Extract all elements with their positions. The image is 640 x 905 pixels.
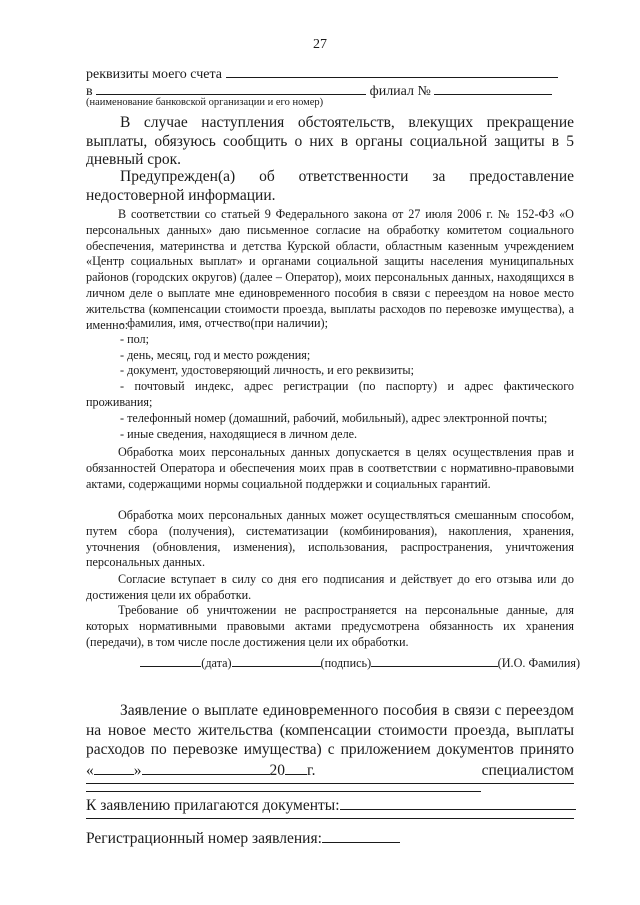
consent-validity: Согласие вступает в силу со дня его подписания и действует до его отзыва или до достижения цели их обработки. [86,572,574,602]
branch-label: филиал № [369,84,431,99]
specialist-line[interactable] [86,783,574,784]
page-number: 27 [313,37,327,52]
branch-number-field[interactable] [434,81,552,95]
year-suffix: г. [307,761,316,779]
signature-field[interactable] [232,655,321,667]
destruction-note: Требование об уничтожении не распространяется на персональные данные, для которых нормативными правовыми актами предусмотрена обязанность их хранения (передачи), в том числе после достижения цели их обработки. [86,603,574,649]
application-date-row [86,760,574,781]
consent-items [86,316,574,442]
documents-line[interactable] [86,818,574,819]
application-text: Заявление о выплате единовременного пособия в связи с переездом на новое место жительства (компенсации стоимости проезда, выплаты расходов по перевозке имущества) с приложением документов принято [86,702,574,758]
registration-field[interactable] [322,828,400,843]
quote-open: « [86,761,94,779]
bank-prefix: в [86,84,93,99]
list-item: - день, месяц, год и место рождения; [120,347,311,362]
account-label: реквизиты моего счета [86,67,222,82]
account-field[interactable] [226,64,558,78]
date-field[interactable] [140,655,201,667]
list-item: - фамилия, имя, отчество(при наличии); [120,316,328,330]
quote-close: » [133,761,142,779]
list-item: - пол; [120,331,150,346]
processing-method: Обработка моих персональных данных может осуществляться смешанным способом, путем сбора (получения), систематизации (комбинирования), накопления, хранения, уточнения (обновления, изменения), использования, распространения, уничтожения персональных данных. [86,508,574,570]
documents-field[interactable] [340,795,576,810]
list-item: - почтовый индекс, адрес регистрации (по паспорту) и адрес фактического проживания; [86,379,574,409]
documents-row [86,795,576,815]
list-item: - телефонный номер (домашний, рабочий, мобильный), адрес электронной почты; [120,410,548,425]
year-field[interactable] [285,760,307,775]
name-label: (И.О. Фамилия) [497,656,580,670]
registration-row [86,828,400,848]
obligation-text: В случае наступления обстоятельств, влекущих прекращение выплаты, обязуюсь сообщить о них в органы социальной защиты в 5 дневный срок. [86,114,574,168]
list-item: - иные сведения, находящиеся в личном деле. [120,426,358,441]
registration-label: Регистрационный номер заявления: [86,830,322,847]
consent-intro: В соответствии со статьей 9 Федерального закона от 27 июля 2006 г. № 152-ФЗ «О персональных данных» даю письменное согласие на обработку комитетом социального обеспечения, материнства и детства Курской области, областным казенным учреждением «Центр социальных выплат» и органами социальной защиты населения муниципальных районов (городских округов) (далее – Оператор), моих персональных данных, находящихся в личном деле о выплате мне единовременного пособия в связи с переездом на новое место жительства (компенсации стоимости проезда, выплаты расходов по перевозке имущества), а именно: [86,207,574,332]
documents-label: К заявлению прилагаются документы: [86,797,340,814]
processing-purpose: Обработка моих персональных данных допускается в целях осуществления прав и обязанностей Оператора и обеспечения моих прав в соответствии с нормативно-правовыми актами, содержащими нормы социальной поддержки и социальных гарантий. [86,445,574,491]
specialist-line-2[interactable] [86,791,481,792]
application-block [86,701,574,780]
warning-text: Предупрежден(а) об ответственности за предоставление недостоверной информации. [86,168,574,204]
specialist-label: специалистом [481,761,574,779]
bank-caption: (наименование банковской организации и его номер) [86,97,324,108]
list-item: - документ, удостоверяющий личность, и его реквизиты; [120,363,414,378]
name-field[interactable] [371,655,498,667]
month-field[interactable] [142,760,270,775]
day-field[interactable] [94,760,134,775]
year-prefix: 20 [269,761,285,779]
date-label: (дата) [201,656,232,670]
signature-label: (подпись) [320,656,372,670]
bank-name-field[interactable] [96,81,366,95]
signature-row [140,655,580,671]
